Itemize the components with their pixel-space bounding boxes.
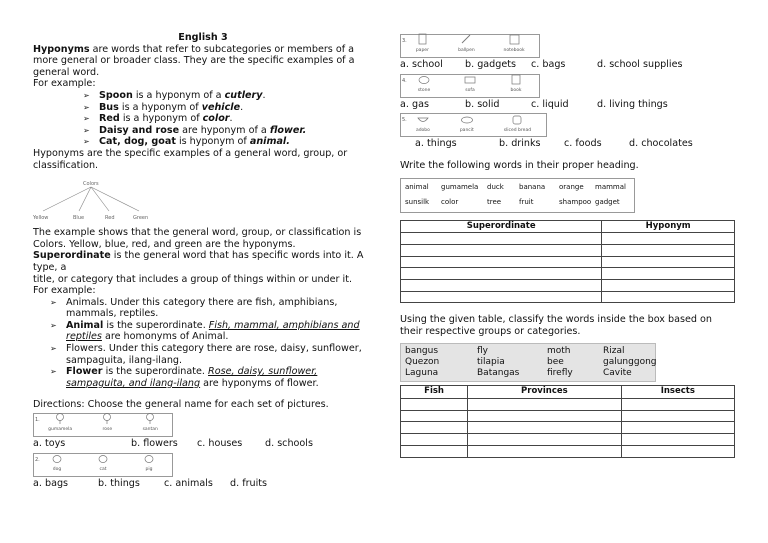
choice-option[interactable]: b. things: [98, 477, 140, 489]
choices-3: [400, 59, 735, 71]
table-row: [401, 422, 735, 434]
choice-option[interactable]: d. fruits: [230, 477, 268, 489]
choice-option[interactable]: a. bags: [33, 477, 69, 489]
choice-option[interactable]: c. liquid: [531, 98, 569, 110]
list-item: ➢ Flowers. Under this category there are rose, daisy, sunflower, sampaguita, ilang-ilang.: [33, 343, 373, 366]
picture-set-4: [400, 74, 540, 98]
picture-set-1: [33, 413, 173, 437]
item-number: 5.: [402, 117, 407, 124]
word: fruit: [519, 197, 534, 206]
category-list: [33, 297, 373, 390]
word: shampoo: [559, 197, 592, 206]
choice-option[interactable]: b. gadgets: [465, 59, 516, 70]
picture: dog: [50, 452, 64, 476]
picture-set-2: [33, 453, 173, 477]
picture: gumamela: [48, 412, 72, 436]
choices-1: [33, 438, 373, 450]
list-item: ➢ Cat, dog, goat is hyponym of animal.: [33, 136, 373, 148]
list-item: ➢ Red is a hyponym of color.: [33, 113, 373, 125]
word-box-2: [400, 343, 656, 382]
table-row: [401, 434, 735, 446]
for-example-label-2: For example:: [33, 285, 96, 297]
right-column: [400, 34, 735, 458]
picture: sofa: [463, 73, 477, 97]
choice-option[interactable]: b. solid: [465, 98, 500, 110]
picture: stone: [417, 73, 431, 97]
table-row: [401, 410, 735, 422]
diagram-leaf: Green: [133, 215, 149, 222]
choice-option[interactable]: a. things: [415, 138, 457, 150]
word: animal: [405, 183, 429, 192]
word: sunsilk: [405, 197, 430, 206]
plate-icon: [460, 113, 474, 125]
word: galunggong: [603, 357, 657, 368]
choice-option[interactable]: d. chocolates: [629, 138, 693, 150]
word: orange: [559, 183, 584, 192]
bread-icon: [510, 113, 524, 125]
choices-2: [33, 478, 373, 490]
table-header: Superordinate: [401, 220, 602, 233]
list-item: ➢ Animals. Under this category there are fish, amphibians, mammals, reptiles.: [33, 297, 373, 320]
choice-option[interactable]: a. school: [400, 59, 443, 70]
list-item: ➢ Bus is a hyponym of vehicle.: [33, 102, 373, 114]
word: color: [441, 197, 459, 206]
diagram-leaf: Blue: [73, 215, 85, 222]
table-header: Fish: [401, 386, 468, 399]
word: Batangas: [477, 368, 520, 379]
superordinate-def-2: title, or category that includes a group of things within or under it.: [33, 273, 353, 285]
table-header: Insects: [621, 386, 734, 399]
directions: Directions: Choose the general name for each set of pictures.: [33, 399, 329, 411]
choice-option[interactable]: c. animals: [164, 477, 213, 489]
table-header: Provinces: [468, 386, 621, 399]
word: banana: [519, 183, 546, 192]
word: firefly: [547, 368, 573, 379]
picture: notebook: [504, 33, 525, 57]
table-row: [401, 256, 735, 268]
word: Laguna: [405, 368, 439, 379]
diagram-leaf: Red: [105, 215, 115, 222]
flower-icon: [53, 412, 67, 424]
write-instruction: Write the following words in their proper heading.: [400, 159, 639, 171]
pen-icon: [459, 33, 473, 45]
choice-option[interactable]: a. toys: [33, 438, 66, 450]
picture: ballpen: [458, 33, 475, 57]
choice-option[interactable]: d. schools: [265, 438, 313, 450]
word: bee: [547, 357, 564, 368]
word: fly: [477, 346, 488, 357]
choice-option[interactable]: a. gas: [400, 98, 429, 110]
sofa-icon: [463, 73, 477, 85]
superordinate-def: Superordinate is the general word that has specific words into it. A type, a: [33, 250, 364, 273]
item-number: 4.: [402, 77, 407, 84]
picture: book: [509, 73, 523, 97]
item-number: 2.: [35, 456, 40, 463]
choice-option[interactable]: b. drinks: [499, 138, 541, 150]
bowl-icon: [416, 113, 430, 125]
picture: santan: [143, 412, 158, 436]
choice-option[interactable]: d. living things: [597, 98, 668, 110]
picture: sliced bread: [504, 113, 531, 137]
cat-icon: [96, 452, 110, 464]
word: tilapia: [477, 357, 505, 368]
word: duck: [487, 183, 504, 192]
word: moth: [547, 346, 571, 357]
picture: paper: [415, 33, 429, 57]
hyponyms-def-2: Hyponyms are the specific examples of a general word, group, or classification.: [33, 147, 348, 171]
choices-5: [400, 138, 735, 150]
colors-diagram: [33, 177, 163, 221]
item-number: 1.: [35, 417, 40, 424]
item-number: 3.: [402, 38, 407, 44]
diagram-leaf: Yellow: [33, 215, 49, 222]
table-row: [401, 445, 735, 457]
list-item: ➢ Spoon is a hyponym of a cutlery.: [33, 90, 373, 102]
choice-option[interactable]: b. flowers: [131, 438, 178, 450]
table-row: [401, 233, 735, 245]
example-shows: The example shows that the general word, group, or classification is Colors. Yellow, blue, red, and green are the hyponyms.: [33, 227, 362, 250]
choice-option[interactable]: c. foods: [564, 138, 602, 150]
choice-option[interactable]: c. houses: [197, 438, 243, 450]
flower-icon: [100, 412, 114, 424]
table-row: [401, 399, 735, 411]
word: mammal: [595, 183, 626, 192]
word: Rizal: [603, 346, 625, 357]
table-row: [401, 279, 735, 291]
diagram-root: Colors: [83, 181, 99, 188]
picture-set-5: [400, 113, 547, 137]
example-list: [33, 90, 373, 148]
paper-icon: [415, 33, 429, 45]
word-box-1: [400, 178, 635, 212]
dog-icon: [50, 452, 64, 464]
for-example-label: For example:: [33, 78, 96, 90]
classify-table: [400, 385, 735, 457]
word: bangus: [405, 346, 439, 357]
left-column: [33, 0, 373, 492]
hyponym-definition: Hyponyms are words that refer to subcategories or members of a more general or broader class. They are the specific examples of a general word.: [33, 43, 355, 78]
pig-icon: [142, 452, 156, 464]
word: Quezon: [405, 357, 440, 368]
table-row: [401, 244, 735, 256]
word: gumamela: [441, 183, 479, 192]
picture: adobo: [416, 113, 430, 137]
page-title: English 3: [178, 32, 228, 43]
list-item: ➢ Animal is the superordinate. Fish, mammal, amphibians and reptiles are homonyms of Animal.: [33, 320, 373, 343]
word: gadget: [595, 197, 620, 206]
flower-icon: [143, 412, 157, 424]
notebook-icon: [507, 33, 521, 45]
word: tree: [487, 197, 502, 206]
picture: pig: [142, 452, 156, 476]
table-header: Hyponym: [602, 220, 735, 233]
choice-option[interactable]: d. school supplies: [597, 59, 683, 70]
picture-set-3: [400, 34, 540, 58]
choice-option[interactable]: c. bags: [531, 59, 566, 70]
superordinate-table: [400, 220, 735, 304]
classify-instruction: Using the given table, classify the words inside the box based on their respective groups or categories.: [400, 314, 712, 337]
book-icon: [509, 73, 523, 85]
table-row: [401, 291, 735, 303]
picture: rose: [100, 412, 114, 436]
word: Cavite: [603, 368, 632, 379]
picture: pancit: [460, 113, 474, 137]
choices-4: [400, 99, 735, 111]
table-row: [401, 268, 735, 280]
stone-icon: [417, 73, 431, 85]
picture: cat: [96, 452, 110, 476]
list-item: ➢ Daisy and rose are hyponym of a flower.: [33, 125, 373, 137]
list-item: ➢ Flower is the superordinate. Rose, daisy, sunflower, sampaguita, and ilang-ilang are hyponyms of flower.: [33, 366, 373, 389]
